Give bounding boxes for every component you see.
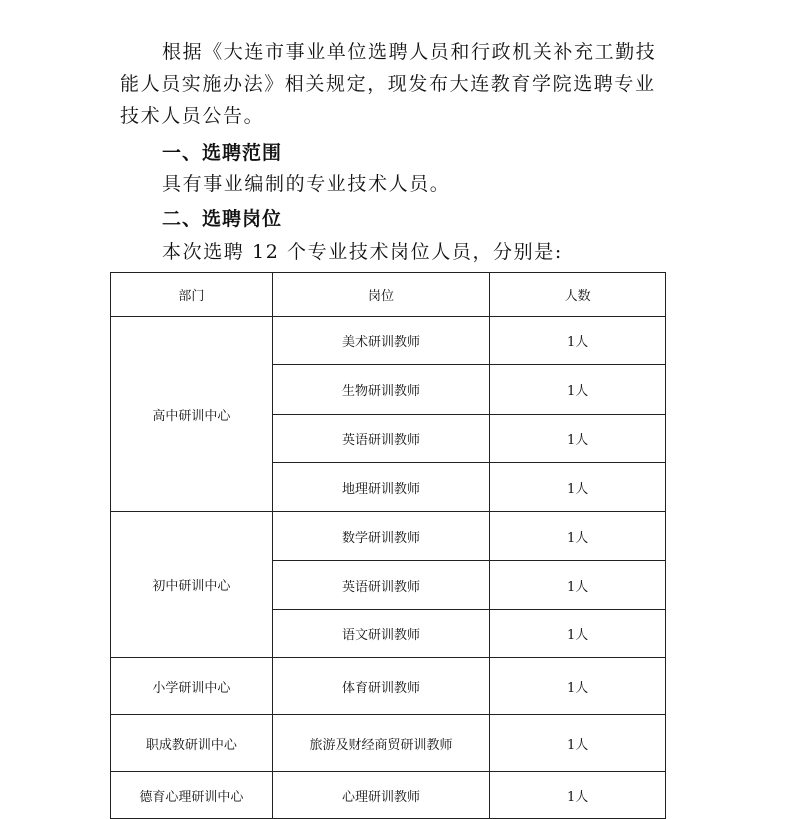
table-row: [111, 512, 666, 561]
post-cell: 地理研训教师: [272, 463, 490, 512]
post-cell: 英语研训教师: [272, 415, 490, 463]
post-cell: 数学研训教师: [272, 512, 490, 561]
post-cell: 旅游及财经商贸研训教师: [272, 715, 490, 772]
dept-cell: 初中研训中心: [111, 512, 273, 658]
dept-cell: 小学研训中心: [111, 658, 273, 715]
post-cell: 语文研训教师: [272, 610, 490, 658]
table-row: [111, 658, 666, 715]
count-cell: 1人: [490, 317, 666, 365]
count-cell: 1人: [490, 415, 666, 463]
section-2-heading: 二、选聘岗位: [162, 208, 283, 230]
count-cell: 1人: [490, 561, 666, 610]
header-post: 岗位: [272, 273, 490, 317]
table-row: [111, 772, 666, 819]
post-cell: 心理研训教师: [272, 772, 490, 819]
table-header-row: [111, 273, 666, 317]
intro-line-1: 根据《大连市事业单位选聘人员和行政机关补充工勤技: [162, 41, 657, 63]
dept-cell: 职成教研训中心: [111, 715, 273, 772]
dept-cell: 德育心理研训中心: [111, 772, 273, 819]
count-cell: 1人: [490, 715, 666, 772]
table-row: [111, 715, 666, 772]
dept-cell: 高中研训中心: [111, 317, 273, 512]
count-cell: 1人: [490, 463, 666, 512]
count-cell: 1人: [490, 658, 666, 715]
count-cell: 1人: [490, 610, 666, 658]
header-dept: 部门: [111, 273, 273, 317]
post-cell: 英语研训教师: [272, 561, 490, 610]
positions-table: [110, 272, 666, 819]
section-2-body: 本次选聘 12 个专业技术岗位人员，分别是:: [162, 241, 563, 263]
count-cell: 1人: [490, 772, 666, 819]
post-cell: 体育研训教师: [272, 658, 490, 715]
table-row: [111, 317, 666, 365]
post-cell: 美术研训教师: [272, 317, 490, 365]
count-cell: 1人: [490, 512, 666, 561]
header-count: 人数: [490, 273, 666, 317]
count-cell: 1人: [490, 365, 666, 415]
post-cell: 生物研训教师: [272, 365, 490, 415]
section-1-body: 具有事业编制的专业技术人员。: [162, 173, 451, 195]
section-1-heading: 一、选聘范围: [162, 142, 283, 164]
intro-line-2: 能人员实施办法》相关规定，现发布大连教育学院选聘专业: [120, 73, 656, 95]
intro-line-3: 技术人员公告。: [120, 105, 265, 127]
